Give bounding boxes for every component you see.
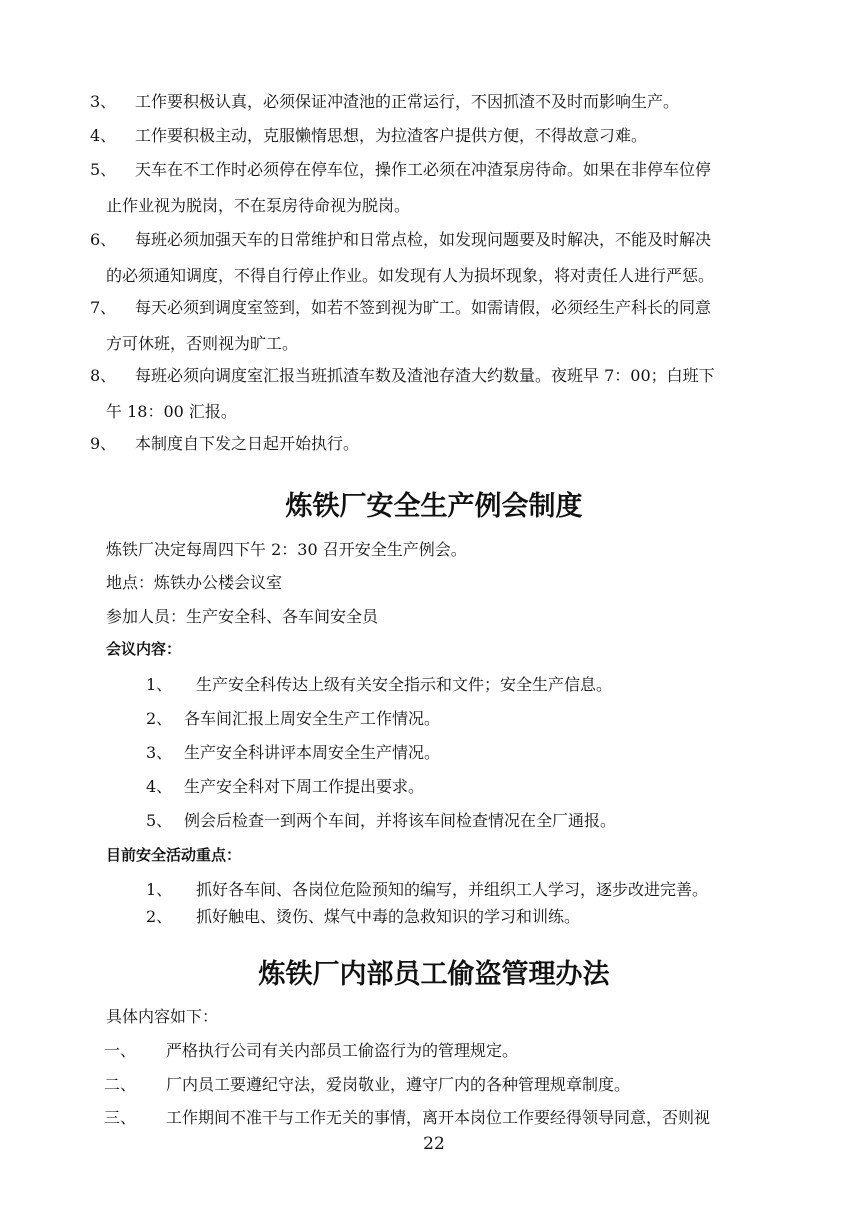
rule-number: 9、 xyxy=(90,434,117,453)
focus-heading: 目前安全活动重点： xyxy=(106,846,242,864)
rule-item-9 xyxy=(90,426,780,462)
meeting-attendees: 参加人员：生产安全科、各车间安全员 xyxy=(106,607,379,626)
rule-text-line2: 午 18：00 汇报。 xyxy=(106,402,237,421)
rule-item-8 xyxy=(90,358,780,430)
rule-number: 8、 xyxy=(90,366,117,385)
rule-text-line2: 止作业视为脱岗，不在泵房待命视为脱岗。 xyxy=(106,196,411,215)
meeting-item-number: 4、 xyxy=(146,777,173,796)
focus-item-text: 抓好各车间、各岗位危险预知的编写，并组织工人学习，逐步改进完善。 xyxy=(196,880,709,899)
page-number: 22 xyxy=(423,1134,445,1154)
rule-item-3 xyxy=(90,84,780,120)
rule-number: 3、 xyxy=(90,92,117,111)
rule-number: 7、 xyxy=(90,298,117,317)
rule-text: 工作要积极认真，必须保证冲渣池的正常运行，不因抓渣不及时而影响生产。 xyxy=(135,92,680,111)
rule-text-line2: 的必须通知调度，不得自行停止作业。如发现有人为损坏现象，将对责任人进行严惩。 xyxy=(106,266,715,285)
meeting-content-heading: 会议内容： xyxy=(106,640,182,658)
theft-item-text: 厂内员工要遵纪守法，爱岗敬业，遵守厂内的各种管理规章制度。 xyxy=(166,1075,631,1094)
meeting-item-text: 生产安全科传达上级有关安全指示和文件；安全生产信息。 xyxy=(196,675,613,694)
theft-item-text: 严格执行公司有关内部员工偷盗行为的管理规定。 xyxy=(166,1041,519,1060)
rule-number: 5、 xyxy=(90,160,117,179)
meeting-item-number: 2、 xyxy=(146,709,173,728)
focus-item xyxy=(146,904,580,927)
theft-item xyxy=(104,1105,710,1128)
theft-item-number: 一、 xyxy=(104,1041,137,1060)
focus-item xyxy=(146,877,708,900)
meeting-item-text: 例会后检查一到两个车间，并将该车间检查情况在全厂通报。 xyxy=(184,811,617,830)
theft-item-number: 三、 xyxy=(104,1108,137,1127)
meeting-location: 地点：炼铁办公楼会议室 xyxy=(106,573,283,592)
theft-item xyxy=(104,1072,630,1095)
meeting-item-text: 各车间汇报上周安全生产工作情况。 xyxy=(184,709,441,728)
meeting-intro: 炼铁厂决定每周四下午 2：30 召开安全生产例会。 xyxy=(106,540,467,559)
rule-item-4 xyxy=(90,118,780,154)
rule-number: 4、 xyxy=(90,126,117,145)
meeting-item-number: 3、 xyxy=(146,743,173,762)
meeting-item xyxy=(146,740,440,763)
rule-text: 本制度自下发之日起开始执行。 xyxy=(135,434,360,453)
rule-text-line1: 天车在不工作时必须停在停车位，操作工必须在冲渣泵房待命。如果在非停车位停 xyxy=(135,160,712,179)
rule-text-line1: 每班必须加强天车的日常维护和日常点检，如发现问题要及时解决，不能及时解决 xyxy=(135,230,712,249)
rule-text-line2: 方可休班，否则视为旷工。 xyxy=(106,334,299,353)
rule-text-line1: 每天必须到调度室签到，如若不签到视为旷工。如需请假，必须经生产科长的同意 xyxy=(135,298,712,317)
section-title-safety-meeting: 炼铁厂安全生产例会制度 xyxy=(285,491,583,522)
meeting-item xyxy=(146,672,612,695)
meeting-item xyxy=(146,808,616,831)
rule-text-line1: 每班必须向调度室汇报当班抓渣车数及渣池存渣大约数量。夜班早 7：00；白班下 xyxy=(135,366,715,385)
focus-item-text: 抓好触电、烫伤、煤气中毒的急救知识的学习和训练。 xyxy=(196,907,581,926)
theft-item xyxy=(104,1038,518,1061)
meeting-item-text: 生产安全科对下周工作提出要求。 xyxy=(184,777,425,796)
meeting-item xyxy=(146,774,424,797)
meeting-item-text: 生产安全科讲评本周安全生产情况。 xyxy=(184,743,441,762)
rule-text: 工作要积极主动，克服懒惰思想，为拉渣客户提供方便，不得故意刁难。 xyxy=(135,126,648,145)
rule-item-7 xyxy=(90,290,780,362)
meeting-item-number: 1、 xyxy=(146,675,173,694)
theft-item-number: 二、 xyxy=(104,1075,137,1094)
section-title-theft-management: 炼铁厂内部员工偷盗管理办法 xyxy=(258,959,610,990)
focus-item-number: 1、 xyxy=(146,880,173,899)
theft-intro: 具体内容如下： xyxy=(106,1007,219,1026)
rule-item-5 xyxy=(90,152,780,224)
meeting-item-number: 5、 xyxy=(146,811,173,830)
theft-item-text: 工作期间不准干与工作无关的事情，离开本岗位工作要经得领导同意，否则视 xyxy=(166,1108,711,1127)
rule-item-6 xyxy=(90,222,780,294)
meeting-item xyxy=(146,706,440,729)
rule-number: 6、 xyxy=(90,230,117,249)
focus-item-number: 2、 xyxy=(146,907,173,926)
